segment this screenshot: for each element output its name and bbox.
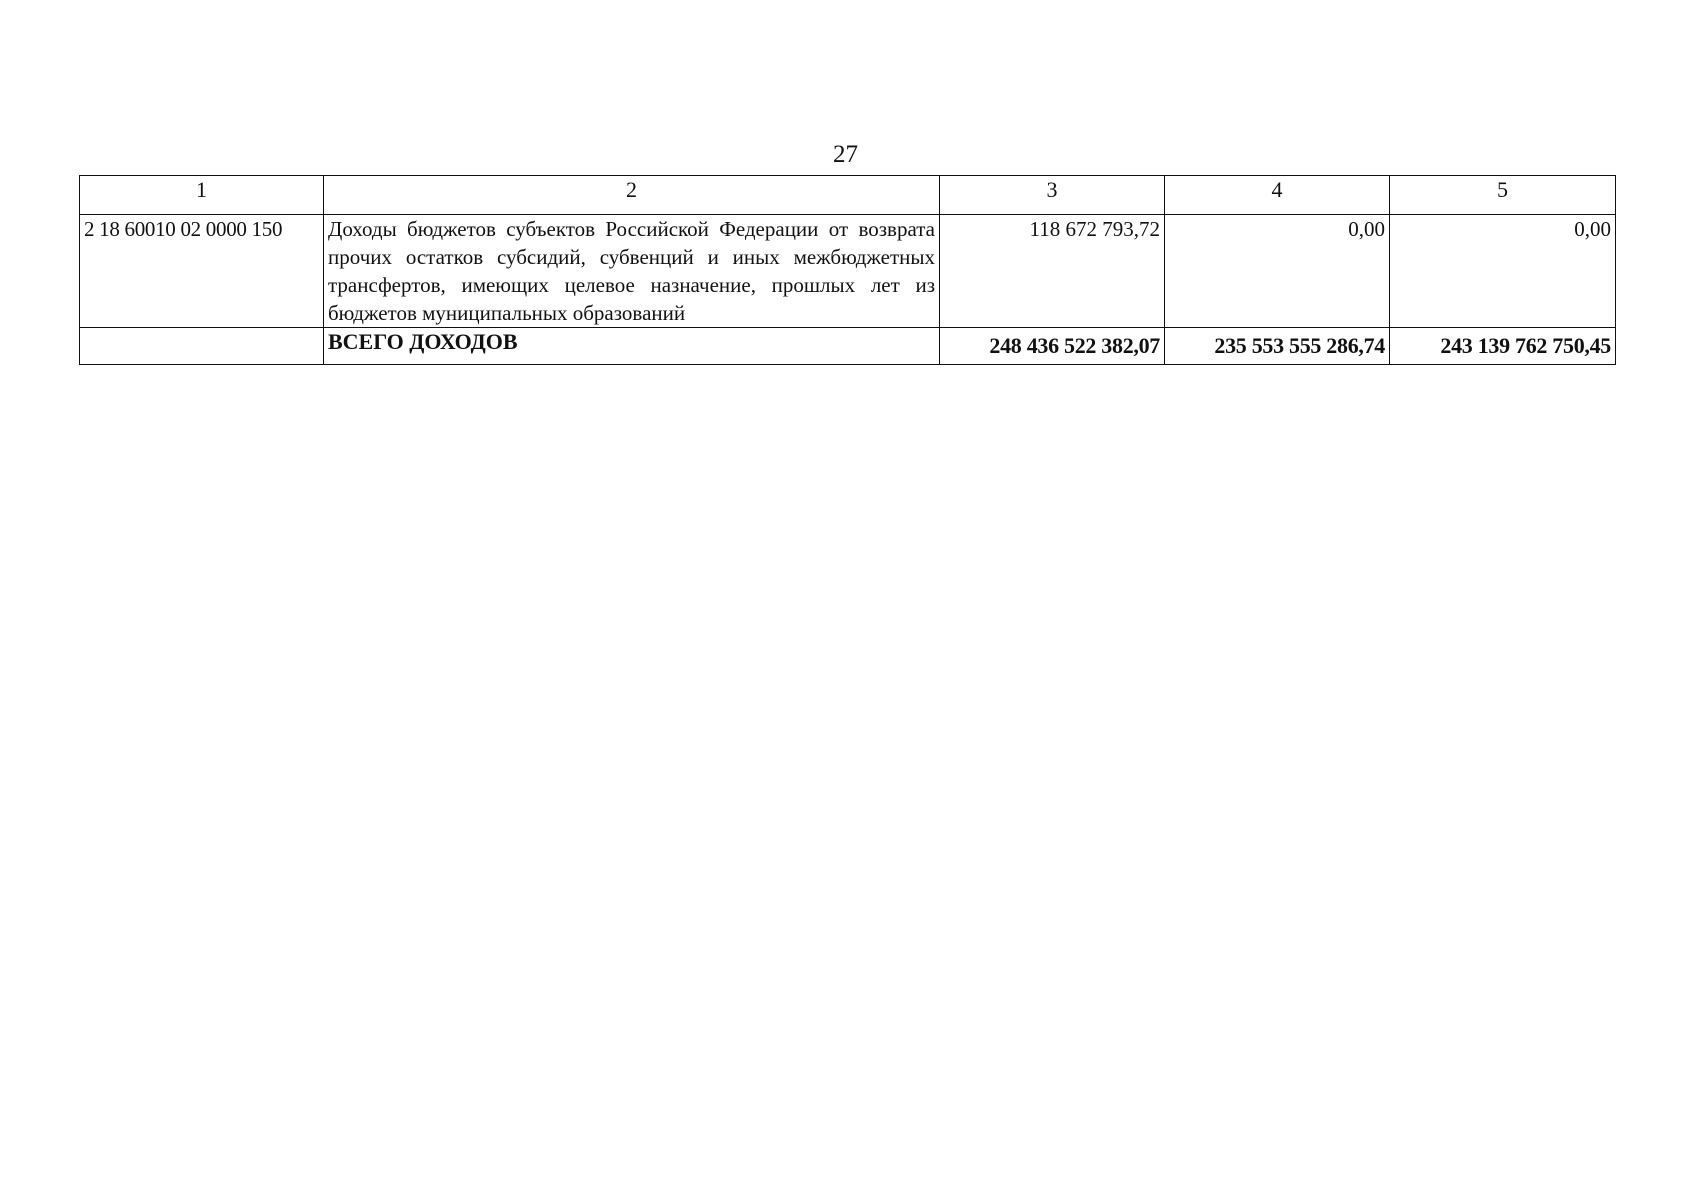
- amount-col3-cell: 118 672 793,72: [940, 215, 1165, 328]
- table-row: [80, 215, 1616, 328]
- total-col5-cell: 243 139 762 750,45: [1390, 328, 1616, 365]
- column-header-1: 1: [80, 176, 324, 215]
- income-table: [79, 175, 1616, 365]
- total-col3-cell: 248 436 522 382,07: [940, 328, 1165, 365]
- description-cell: Доходы бюджетов субъектов Российской Федерации от возврата прочих остатков субсидий, субвенций и иных межбюджетных трансфертов, имеющих целевое назначение, прошлых лет из бюджетов муниципальных образований: [324, 215, 940, 328]
- column-header-5: 5: [1390, 176, 1616, 215]
- column-header-3: 3: [940, 176, 1165, 215]
- total-row: [80, 328, 1616, 365]
- column-number-row: [80, 176, 1616, 215]
- column-header-2: 2: [324, 176, 940, 215]
- amount-col4-cell: 0,00: [1165, 215, 1390, 328]
- page-number: 27: [833, 141, 858, 168]
- total-code-cell: [80, 328, 324, 365]
- amount-col5-cell: 0,00: [1390, 215, 1616, 328]
- budget-code-cell: 2 18 60010 02 0000 150: [80, 215, 324, 328]
- total-col4-cell: 235 553 555 286,74: [1165, 328, 1390, 365]
- total-label: ВСЕГО ДОХОДОВ: [324, 328, 940, 365]
- column-header-4: 4: [1165, 176, 1390, 215]
